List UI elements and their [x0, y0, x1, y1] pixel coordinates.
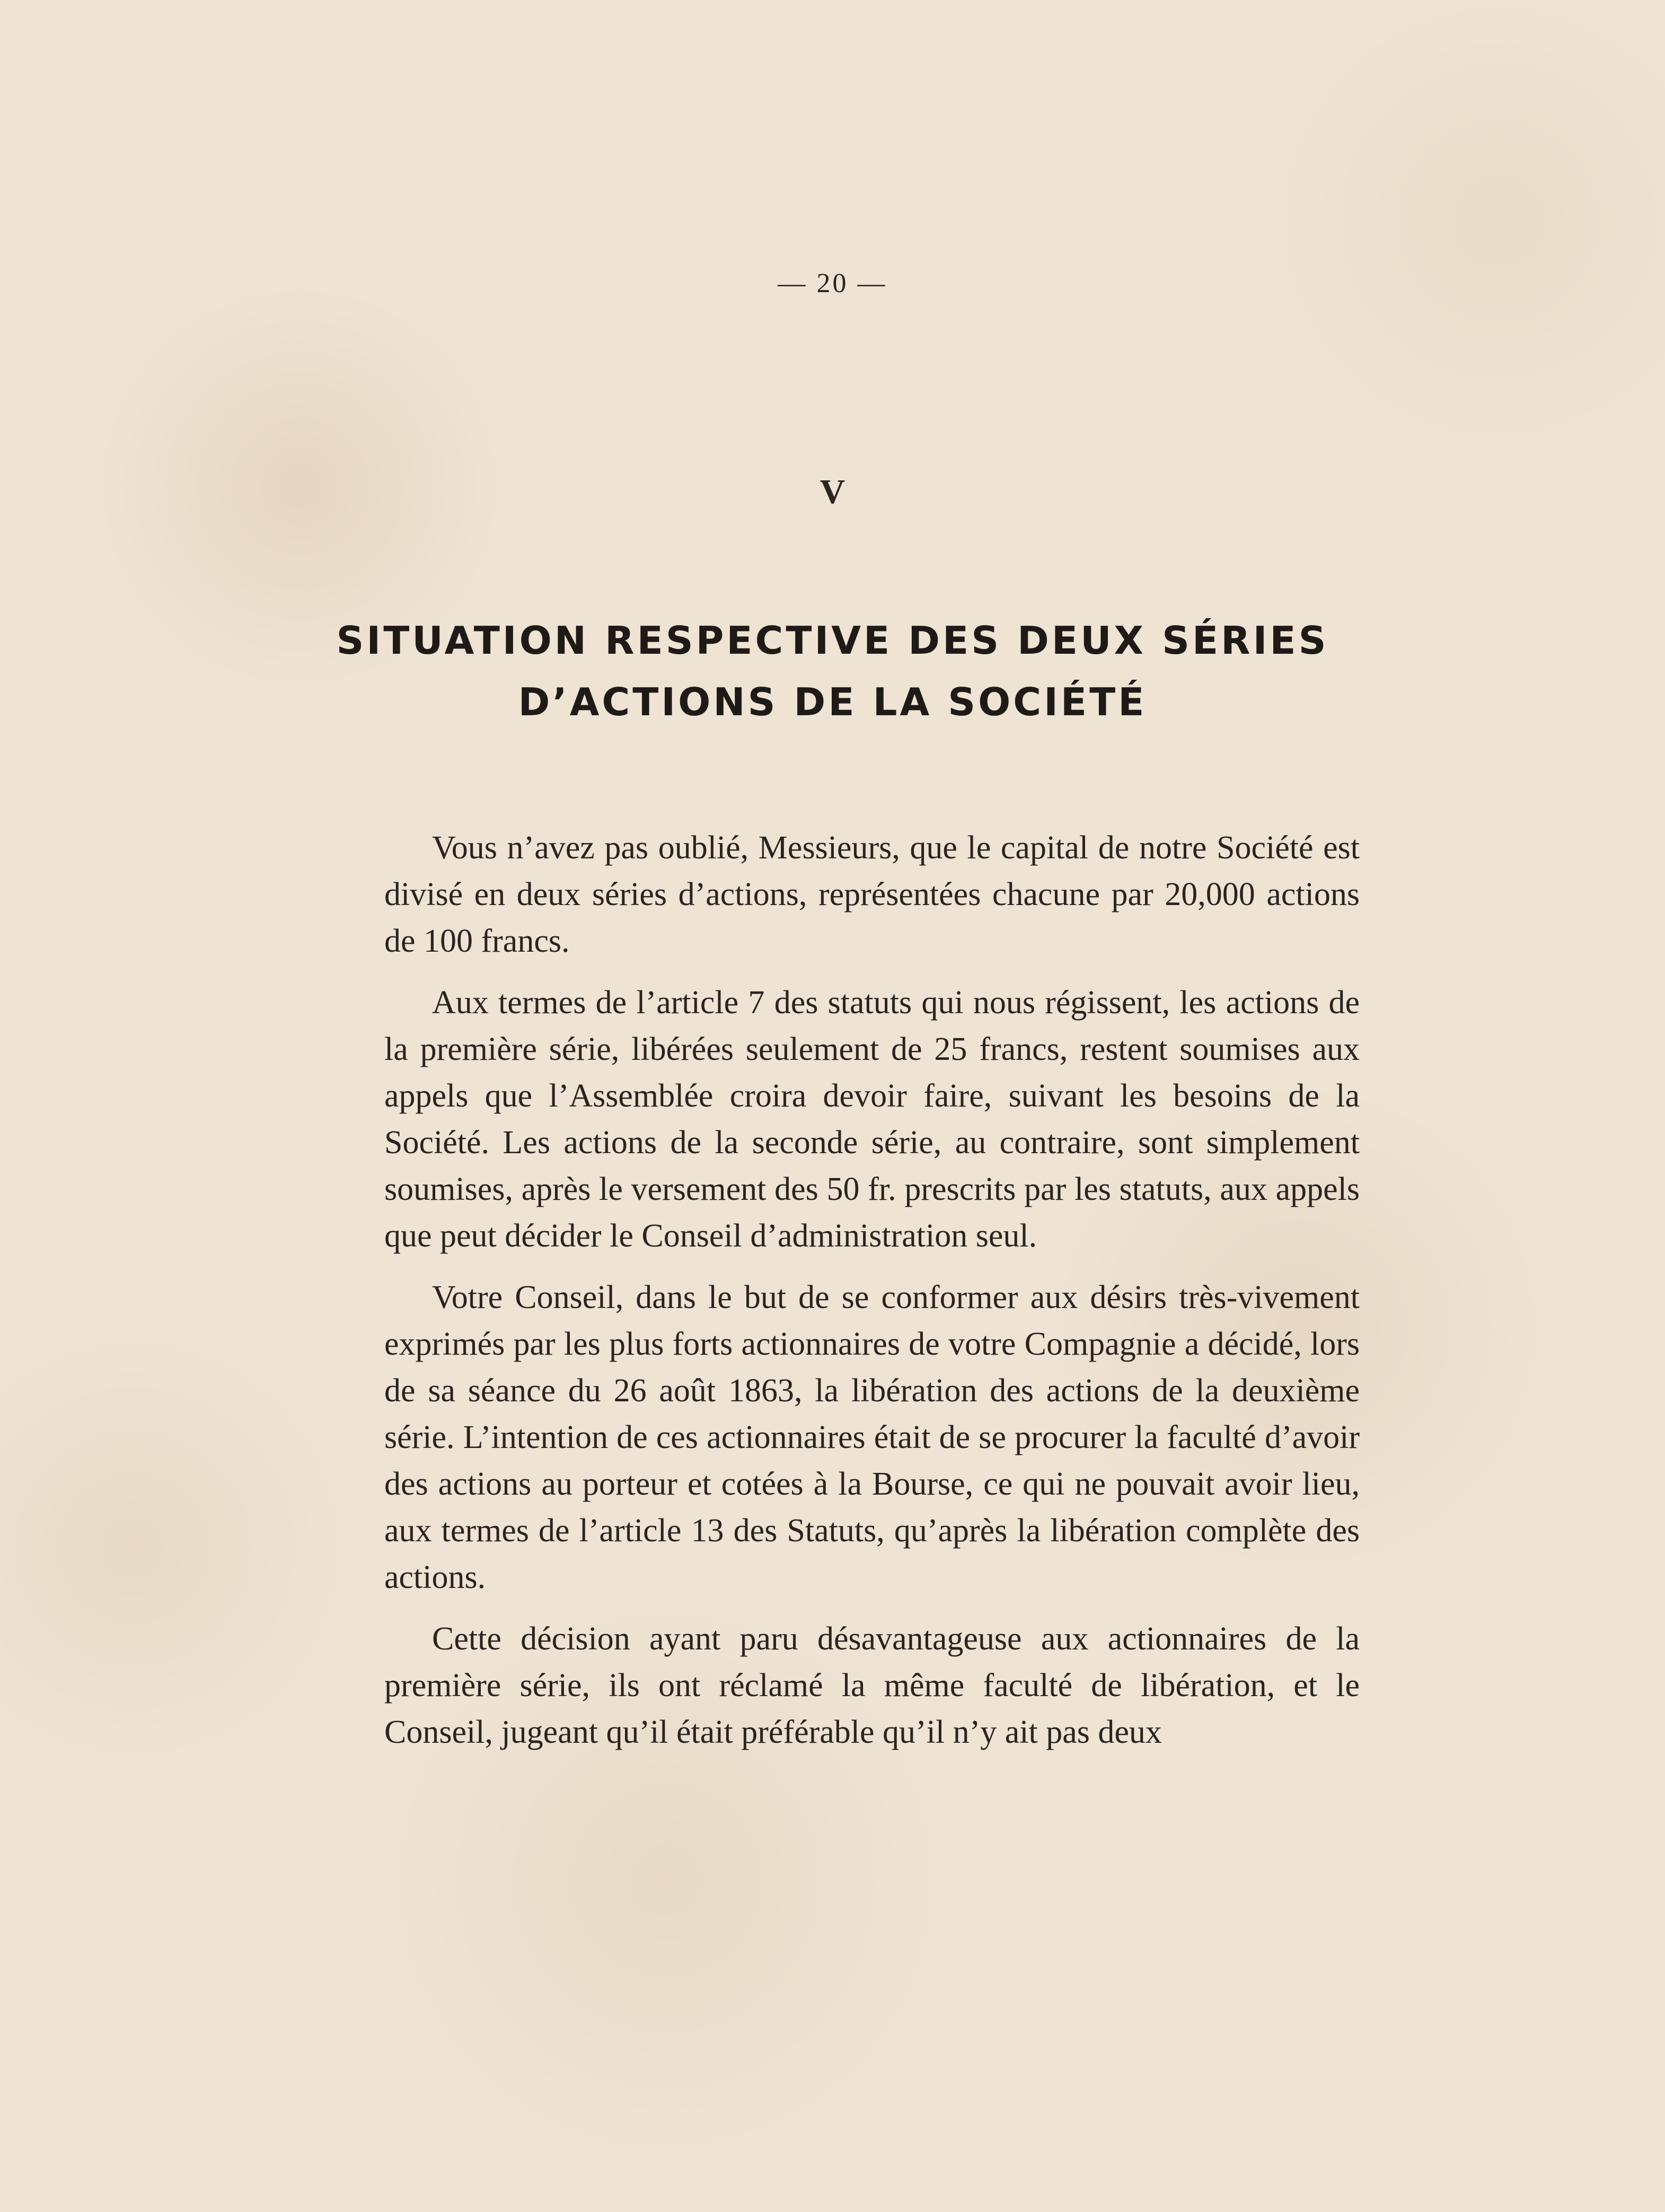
paragraph-1: Vous n’avez pas oublié, Messieurs, que le capital de notre Société est divisé en deux séries d’actions, représentées chacune par 20,000 actions de 100 francs.: [384, 830, 1360, 959]
paragraph-3: Votre Conseil, dans le but de se conformer aux désirs très-vivement exprimés par les plus forts actionnaires de votre Compagnie a décidé, lors de sa séance du 26 août 1863, la libération des actions de la deuxième série. L’intention de ces actionnaires était de se procurer la faculté d’avoir des actions au porteur et cotées à la Bourse, ce qui ne pouvait avoir lieu, aux termes de l’article 13 des Statuts, qu’après la libération complète des actions.: [384, 1279, 1360, 1595]
heading-line-2: D’ACTIONS DE LA SOCIÉTÉ: [518, 680, 1147, 724]
section-heading: [0, 610, 1665, 733]
section-number: V: [820, 472, 845, 511]
heading-line-1: SITUATION RESPECTIVE DES DEUX SÉRIES: [336, 618, 1329, 663]
page-number: — 20 —: [778, 268, 887, 299]
body-text: [384, 824, 1360, 1770]
paragraph-4: Cette décision ayant paru désavantageuse aux actionnaires de la première série, ils ont réclamé la même faculté de libération, et le Conseil, jugeant qu’il était préférable qu’il n’y ait pas deux: [384, 1621, 1360, 1750]
paragraph-2: Aux termes de l’article 7 des statuts qui nous régissent, les actions de la première série, libérées seulement de 25 francs, restent soumises aux appels que l’Assemblée croira devoir faire, suivant les besoins de la Société. Les actions de la seconde série, au contraire, sont simplement soumises, après le versement des 50 fr. prescrits par les statuts, aux appels que peut décider le Conseil d’administration seul.: [384, 985, 1360, 1254]
